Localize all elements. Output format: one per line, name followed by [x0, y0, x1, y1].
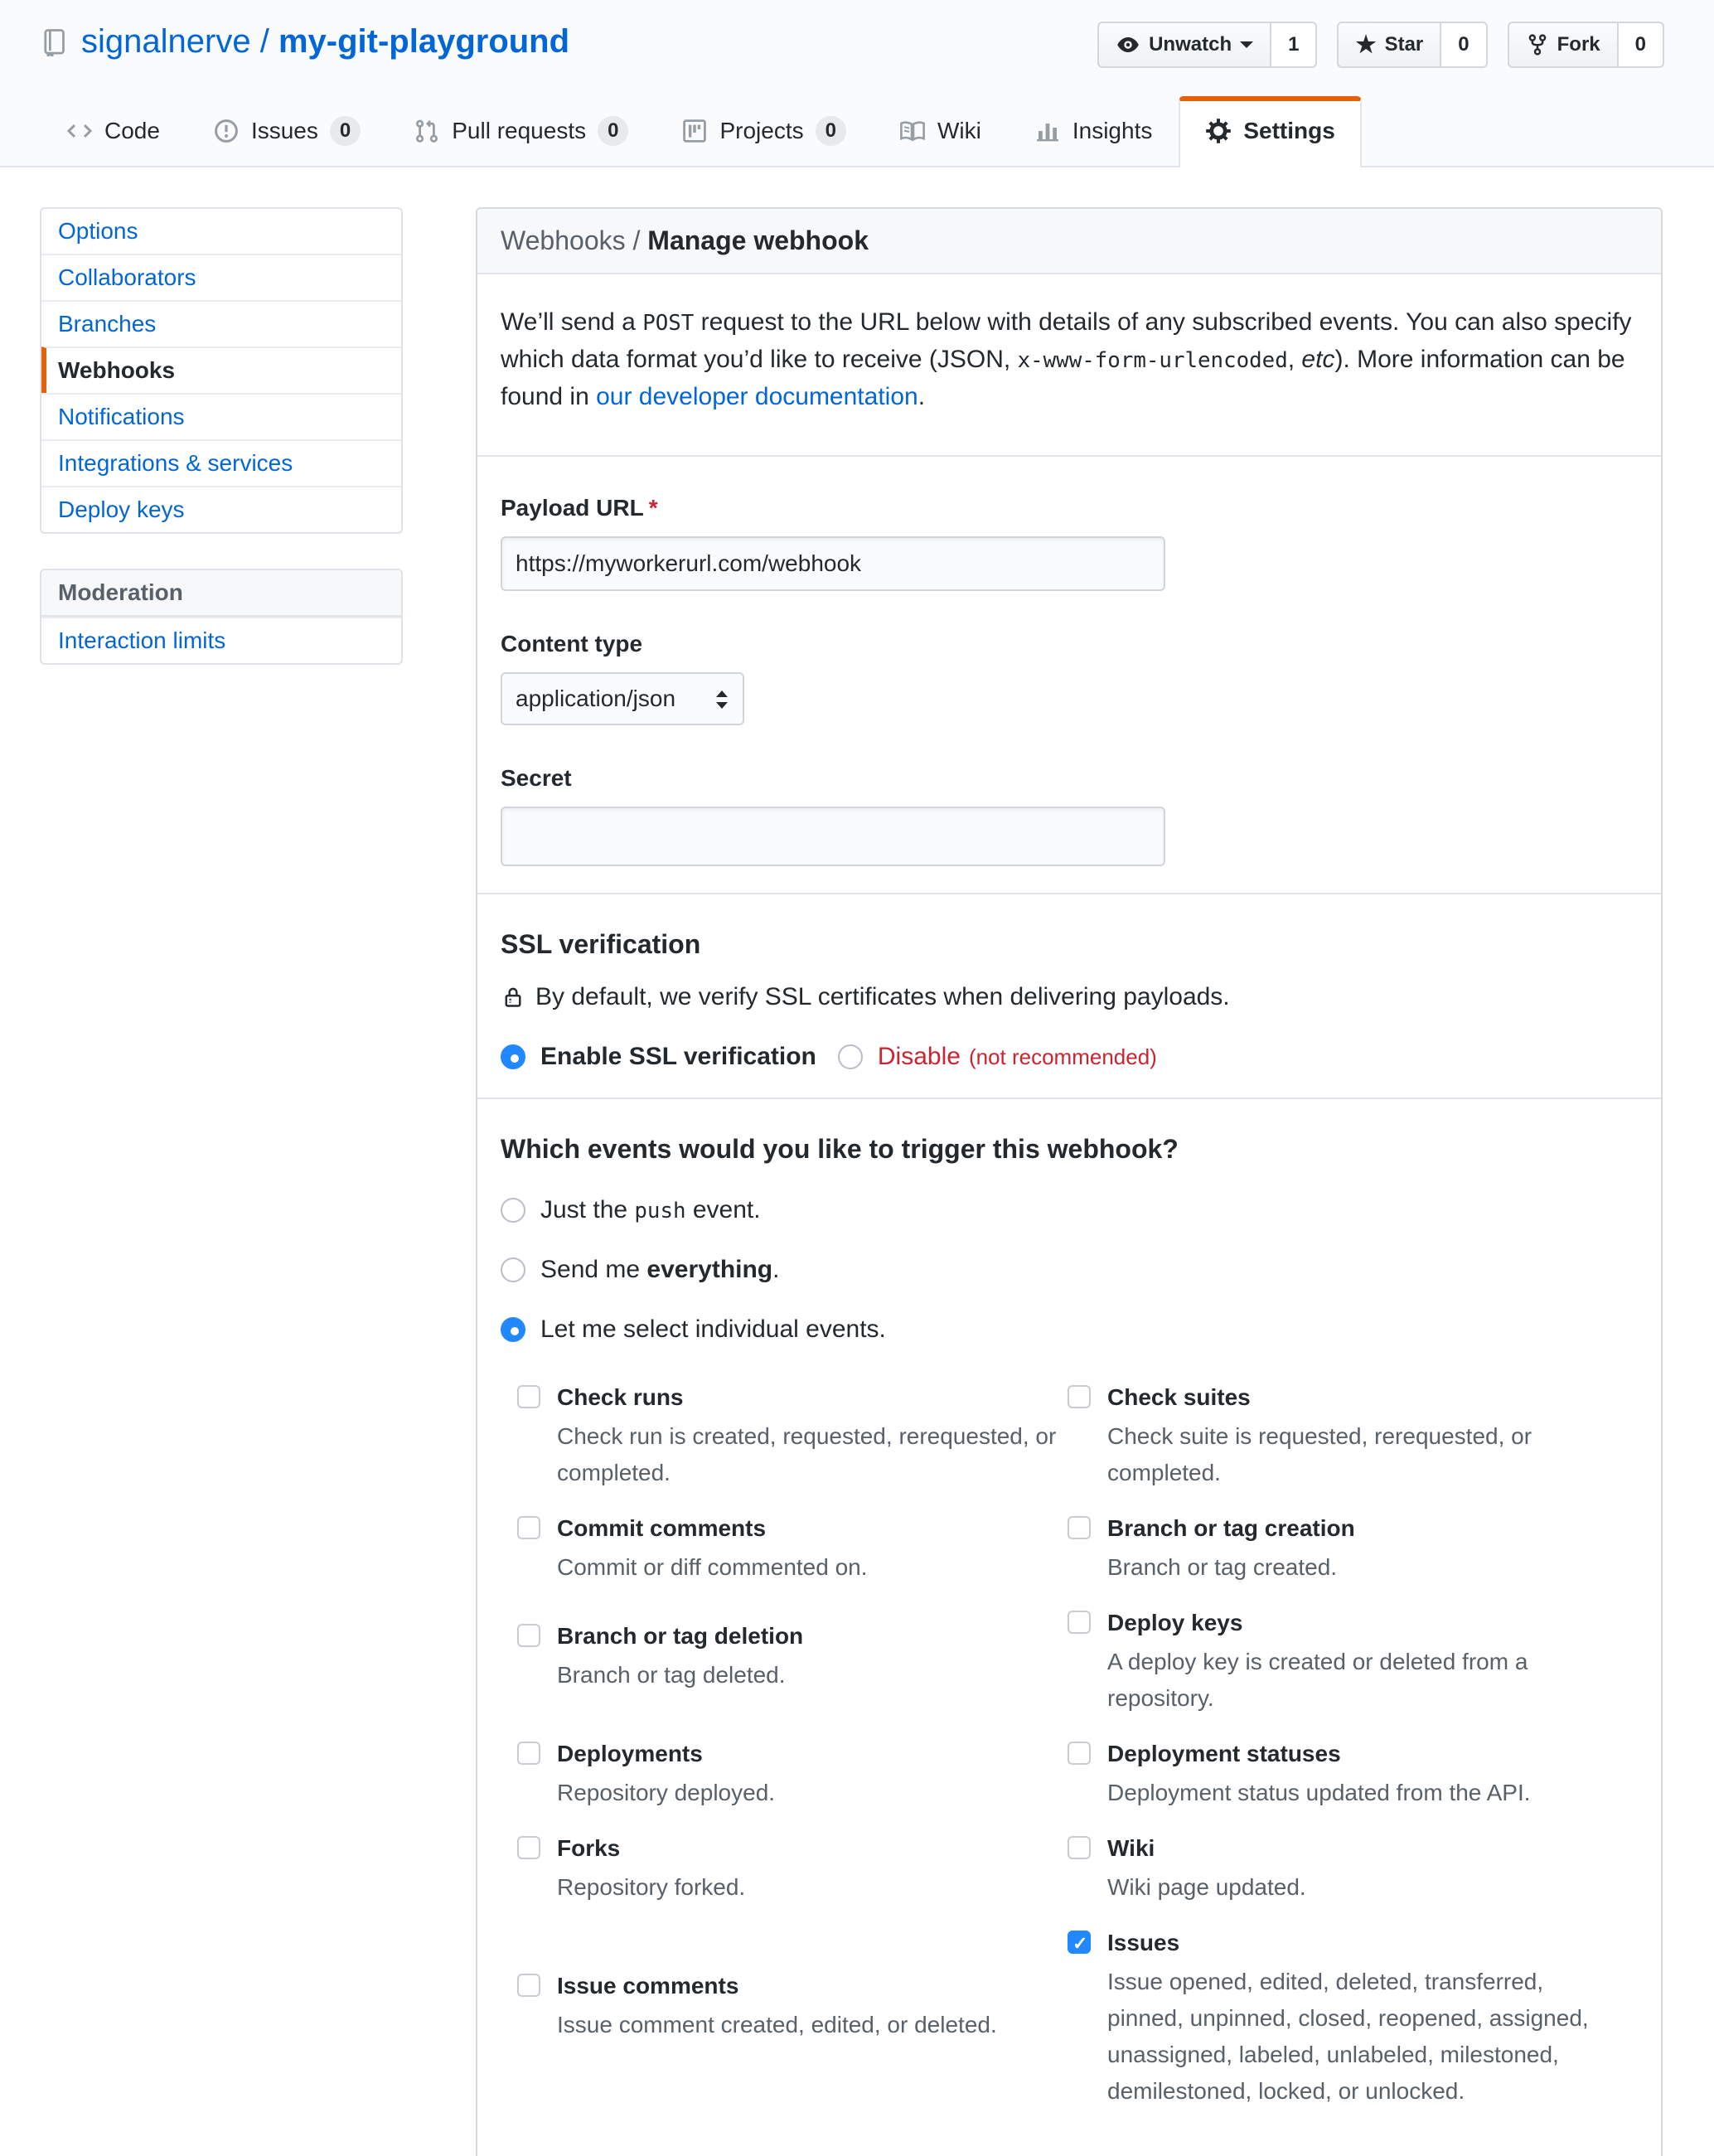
event-desc: Deployment status updated from the API.	[1107, 1780, 1531, 1805]
webhook-box	[476, 207, 1663, 2156]
everything-radio-row	[501, 1256, 1638, 1284]
issues-counter: 0	[330, 116, 361, 146]
event-title: Branch or tag deletion	[557, 1623, 804, 1649]
webhook-main	[476, 207, 1663, 2156]
intro-segment: request to the URL below with details of any subscribed events. You can also specify which data format you’d like to receive (JSON,	[501, 308, 1632, 373]
repo-name-link[interactable]: my-git-playground	[278, 23, 570, 60]
pull-request-icon	[414, 118, 440, 144]
event-desc: Check run is created, requested, rerequested, or completed.	[557, 1423, 1057, 1485]
event-item-wiki[interactable]	[1068, 1831, 1638, 1906]
pull-requests-counter: 0	[598, 116, 628, 146]
events-row	[517, 1380, 1638, 1491]
intro-segment: ). More information can be found in	[501, 346, 1625, 410]
tab-label: Insights	[1072, 118, 1153, 143]
intro-code-post: POST	[642, 311, 695, 336]
issues-checkbox-checked[interactable]	[1068, 1931, 1091, 1954]
select-arrows-icon	[713, 687, 731, 718]
deployments-checkbox[interactable]	[517, 1742, 540, 1765]
send-everything-radio[interactable]	[501, 1257, 525, 1282]
check-suites-checkbox[interactable]	[1068, 1385, 1091, 1408]
repo-separator: /	[259, 23, 269, 60]
tab-insights[interactable]	[1008, 96, 1179, 167]
just-push-radio[interactable]	[501, 1198, 525, 1223]
wiki-checkbox[interactable]	[1068, 1836, 1091, 1859]
branch-tag-creation-checkbox[interactable]	[1068, 1516, 1091, 1539]
just-push-label[interactable]	[540, 1196, 761, 1224]
branch-tag-deletion-checkbox[interactable]	[517, 1624, 540, 1647]
star-icon: ★	[1355, 31, 1377, 57]
star-count[interactable]: 0	[1441, 22, 1487, 68]
disable-ssl-note: (not recommended)	[968, 1044, 1157, 1069]
tab-label: Pull requests	[452, 118, 587, 143]
event-item-branch-tag-creation[interactable]	[1068, 1511, 1638, 1586]
repo-icon	[40, 28, 68, 56]
issue-comments-checkbox[interactable]	[517, 1974, 540, 1997]
event-title: Deployments	[557, 1741, 703, 1766]
event-title: Issues	[1107, 1930, 1180, 1955]
event-title: Issue comments	[557, 1973, 739, 1999]
tab-projects[interactable]	[655, 96, 873, 167]
events-row	[517, 1606, 1638, 1717]
payload-url-label	[501, 495, 1638, 521]
eye-icon	[1116, 32, 1140, 57]
event-item-commit-comments[interactable]	[517, 1511, 1068, 1586]
events-row	[517, 1511, 1638, 1586]
forks-checkbox[interactable]	[517, 1836, 540, 1859]
ssl-radio-row	[501, 1043, 1638, 1071]
events-section	[477, 1097, 1661, 2156]
sidebar-item-collaborators[interactable]: Collaborators	[41, 254, 401, 300]
page-title: Manage webhook	[647, 225, 869, 255]
event-item-issue-comments[interactable]	[517, 1969, 1068, 2043]
tab-settings[interactable]	[1179, 96, 1361, 167]
sidebar-item-branches[interactable]: Branches	[41, 300, 401, 346]
send-everything-label[interactable]	[540, 1256, 779, 1284]
event-item-branch-tag-deletion[interactable]	[517, 1619, 1068, 1693]
event-item-issues[interactable]	[1068, 1926, 1638, 2110]
disable-ssl-label[interactable]: Disable	[877, 1043, 961, 1070]
secret-input[interactable]	[501, 807, 1165, 866]
event-item-deployment-statuses[interactable]	[1068, 1737, 1638, 1811]
enable-ssl-label[interactable]: Enable SSL verification	[540, 1043, 816, 1070]
secret-label: Secret	[501, 765, 572, 791]
event-desc: Issue opened, edited, deleted, transferred, pinned, unpinned, closed, reopened, assigned, unassigned, labeled, unlabeled, milestoned, demilestoned, locked, or unlocked.	[1107, 1969, 1589, 2104]
moderation-menu	[40, 569, 403, 665]
developer-documentation-link[interactable]: our developer documentation	[596, 383, 918, 410]
star-label: Star	[1384, 33, 1424, 56]
payload-url-input[interactable]	[501, 536, 1165, 591]
gear-icon	[1205, 118, 1232, 144]
repo-tab-nav	[0, 96, 1714, 167]
intro-segment: .	[918, 383, 926, 410]
event-title: Commit comments	[557, 1515, 767, 1541]
tab-wiki[interactable]	[873, 96, 1008, 167]
fork-button[interactable]	[1508, 22, 1619, 68]
issue-icon	[213, 118, 240, 144]
breadcrumb	[477, 209, 1661, 274]
event-title: Check suites	[1107, 1384, 1251, 1410]
repo-owner-link[interactable]: signalnerve	[81, 23, 251, 60]
event-desc: Commit or diff commented on.	[557, 1554, 868, 1580]
intro-text	[501, 304, 1638, 415]
ssl-section	[477, 893, 1661, 1097]
fork-button-group	[1508, 22, 1664, 68]
form-section	[477, 455, 1661, 893]
event-item-deployments[interactable]	[517, 1737, 1068, 1811]
events-grid	[517, 1380, 1638, 2110]
label-segment: event.	[685, 1196, 761, 1223]
intro-etc: etc	[1301, 346, 1335, 373]
sidebar-item-webhooks[interactable]: Webhooks	[41, 346, 401, 393]
tab-label: Issues	[250, 118, 318, 143]
content-type-value: application/json	[516, 686, 676, 711]
tab-label: Wiki	[937, 118, 981, 143]
project-icon	[681, 118, 708, 144]
tab-label: Code	[104, 118, 160, 143]
unwatch-label: Unwatch	[1149, 33, 1232, 56]
event-item-deploy-keys[interactable]	[1068, 1606, 1638, 1717]
page-header-band	[0, 0, 1714, 167]
ssl-note	[501, 983, 1638, 1011]
check-runs-checkbox[interactable]	[517, 1385, 540, 1408]
event-item-forks[interactable]	[517, 1831, 1068, 1906]
fork-icon	[1526, 32, 1549, 57]
tab-issues[interactable]	[186, 96, 387, 167]
events-heading: Which events would you like to trigger this webhook?	[501, 1134, 1179, 1164]
star-button[interactable]	[1337, 22, 1441, 68]
intro-section	[477, 274, 1661, 455]
breadcrumb-separator: /	[625, 225, 648, 255]
individual-events-label[interactable]: Let me select individual events.	[540, 1315, 886, 1343]
label-segment: .	[772, 1256, 780, 1283]
content-type-label: Content type	[501, 631, 643, 656]
event-title: Check runs	[557, 1384, 684, 1410]
intro-segment: We’ll send a	[501, 308, 643, 336]
event-desc: Check suite is requested, rerequested, or completed.	[1107, 1423, 1532, 1485]
repo-header	[0, 0, 1714, 83]
deploy-keys-checkbox[interactable]	[1068, 1611, 1091, 1634]
event-title: Branch or tag creation	[1107, 1515, 1355, 1541]
watch-count[interactable]: 1	[1271, 22, 1317, 68]
breadcrumb-webhooks-link[interactable]: Webhooks	[501, 225, 626, 255]
caret-down-icon	[1240, 41, 1253, 55]
code-icon	[66, 118, 93, 144]
events-row	[517, 1737, 1638, 1811]
everything-bold: everything	[646, 1256, 773, 1283]
ssl-note-text: By default, we verify SSL certificates when delivering payloads.	[535, 983, 1230, 1010]
event-title: Forks	[557, 1835, 621, 1861]
enable-ssl-radio[interactable]	[501, 1044, 525, 1069]
tab-pull-requests[interactable]	[387, 96, 655, 167]
event-item-check-runs[interactable]	[517, 1380, 1068, 1491]
push-event-radio-row	[501, 1196, 1638, 1224]
sidebar-item-deploy-keys[interactable]: Deploy keys	[41, 486, 401, 532]
moderation-header: Moderation	[41, 570, 401, 617]
label-segment: Send me	[540, 1256, 647, 1283]
push-code: push	[634, 1199, 686, 1223]
event-title: Wiki	[1107, 1835, 1155, 1861]
event-desc: Repository forked.	[557, 1874, 746, 1900]
fork-count[interactable]: 0	[1619, 22, 1664, 68]
event-desc: Repository deployed.	[557, 1780, 776, 1805]
sidebar-item-notifications[interactable]: Notifications	[41, 393, 401, 439]
wiki-book-icon	[899, 118, 926, 144]
sidebar-item-interaction-limits[interactable]: Interaction limits	[41, 617, 401, 663]
events-row	[517, 1926, 1638, 2110]
event-item-check-suites[interactable]	[1068, 1380, 1638, 1491]
intro-segment: ,	[1287, 346, 1302, 373]
event-title: Deployment statuses	[1107, 1741, 1341, 1766]
deployment-statuses-checkbox[interactable]	[1068, 1742, 1091, 1765]
page-content	[0, 167, 1714, 2156]
required-asterisk: *	[648, 495, 658, 521]
graph-icon	[1034, 118, 1061, 144]
tab-code[interactable]	[40, 96, 186, 167]
content-type-select[interactable]	[501, 672, 744, 725]
intro-code-urlencoded: x-www-form-urlencoded	[1017, 348, 1288, 373]
commit-comments-checkbox[interactable]	[517, 1516, 540, 1539]
event-desc: Branch or tag deleted.	[557, 1662, 786, 1688]
lock-icon	[501, 984, 525, 1010]
label-segment: Just the	[540, 1196, 635, 1223]
watch-button-group	[1097, 22, 1317, 68]
tab-label: Projects	[719, 118, 804, 143]
event-title: Deploy keys	[1107, 1610, 1243, 1635]
individual-events-radio-row	[501, 1315, 1638, 1344]
individual-events-radio[interactable]	[501, 1317, 525, 1342]
settings-menu	[40, 207, 403, 534]
unwatch-button[interactable]	[1097, 22, 1271, 68]
tab-label: Settings	[1243, 118, 1335, 143]
event-desc: Wiki page updated.	[1107, 1874, 1306, 1900]
event-desc: A deploy key is created or deleted from a repository.	[1107, 1649, 1528, 1711]
sidebar-item-integrations[interactable]: Integrations & services	[41, 439, 401, 486]
sidebar-item-options[interactable]: Options	[58, 218, 138, 244]
ssl-heading: SSL verification	[501, 929, 701, 959]
event-desc: Issue comment created, edited, or deleted.	[557, 2012, 997, 2037]
projects-counter: 0	[816, 116, 846, 146]
fork-label: Fork	[1557, 33, 1600, 56]
settings-sidebar	[40, 207, 403, 665]
disable-ssl-radio[interactable]	[838, 1044, 863, 1069]
event-desc: Branch or tag created.	[1107, 1554, 1338, 1580]
events-row	[517, 1831, 1638, 1906]
star-button-group	[1337, 22, 1487, 68]
payload-url-label-text: Payload URL	[501, 495, 644, 521]
repo-actions	[1097, 22, 1664, 68]
